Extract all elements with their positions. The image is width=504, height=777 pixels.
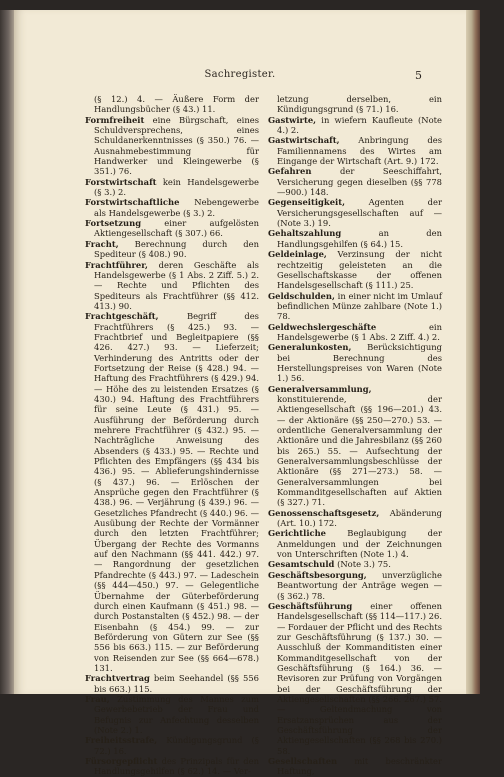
index-headword: Frachtführer, — [85, 259, 148, 270]
index-headword: Frau, — [85, 693, 110, 704]
index-headword: Gerichtliche — [268, 528, 327, 539]
index-entry-text: Agenten der Versicherungsgesellschaften auf — (Note 3.) 19. — [277, 197, 442, 229]
index-entry-text: Verzinsung der nicht rechtzeitig geleisteten an die Gesellschaftskasse der offenen Handelsgesellschaft (§ 111.) 25. — [277, 249, 442, 291]
index-headword: Genossenschaftsgesetz, — [268, 507, 380, 518]
index-headword: Freiheitsstrafe, — [85, 735, 158, 746]
index-entry — [268, 528, 442, 559]
index-headword: Fortsetzung — [85, 218, 142, 229]
index-entry — [268, 570, 442, 601]
index-entry — [85, 260, 259, 312]
index-entry — [268, 249, 442, 290]
index-headword: Fracht, — [85, 238, 119, 249]
index-entry-text: konstituierende, der Aktiengesellschaft (§§ 196—201.) 43. — der Aktionäre (§§ 250—270.) 53. — ordentliche Generalversammlung der Aktionäre und die Jahresbilanz (§§ 260 bis 265.) 55. — Aufsechtung der Generalversammlungsbeschlüsse der Aktionäre (§§ 271—273.) 58. — Generalversammlungen bei Kommanditgesellschaften auf Aktien (§ 327.) 71. — [277, 393, 442, 508]
index-headword: Geschäftsbesorgung, — [268, 569, 367, 580]
index-entry-text: der Seeschiffahrt, Versicherung gegen dieselben (§§ 778—900.) 148. — [277, 166, 442, 198]
index-entry — [268, 228, 442, 249]
index-entry-text: Anbringung des Familiennamens des Wirtes am Eingange der Wirtschaft (Art. 9.) 172. — [277, 135, 442, 167]
index-entry — [268, 508, 442, 529]
index-entry — [268, 342, 442, 383]
index-entry-text: eine Bürgschaft, eines Schuldversprechens, eines Schuldanerkenntnisses (§ 350.) 76. — Ausnahmebestimmung für Handwerker und Kleingewerbe (§ 351.) 76. — [94, 114, 259, 177]
index-headword: Frachtvertrag — [85, 673, 150, 684]
index-entry-text: kein Handelsgewerbe (§ 3.) 2. — [94, 176, 259, 198]
index-headword: Gesamtschuld — [268, 559, 335, 570]
index-entry — [85, 756, 259, 777]
index-entry-text: (§ 12.) 4. — Äußere Form der Handlungsbücher (§ 43.) 11. — [94, 94, 259, 115]
index-entry-text: Berücksichtigung bei Berechnung des Herstellungspreises von Waren (Note 1.) 56. — [277, 342, 442, 384]
index-headword: Gefahren — [268, 166, 312, 177]
index-entry — [85, 735, 259, 756]
index-entry — [268, 601, 442, 756]
page-edge — [466, 10, 480, 694]
index-headword: Frachtgeschäft, — [85, 311, 159, 322]
index-entry — [85, 311, 259, 673]
index-headword: Geldschulden, — [268, 290, 335, 301]
index-entry-text: ein Handelsgewerbe (§ 1 Abs. 2 Ziff. 4.) 2. — [277, 321, 442, 342]
index-headword: Gesellschaften — [268, 756, 338, 766]
index-entry — [85, 94, 259, 115]
index-headword: Fürsorgepflicht — [85, 756, 158, 766]
index-entry — [268, 559, 442, 569]
index-column-right — [268, 94, 442, 777]
index-entry-text: des Prinzipals für den Handlungsgehilfen (§ 62.) 14. — Ver- — [94, 756, 259, 777]
index-headword: Forstwirtschaft — [85, 176, 157, 187]
index-entry-text: (Note 3.) 75. — [337, 559, 391, 570]
index-entry-text: Zustimmung des Mannes zum Gewerbebetrieb der Frau und Befugnis zur Anfechtung desselben (Note 2.) 1. — [94, 693, 259, 735]
index-entry-text: einer aufgelösten Aktiengesellschaft (§ 307.) 66. — [94, 218, 259, 239]
index-headword: Forstwirtschaftliche — [85, 197, 180, 208]
index-entry — [268, 756, 442, 777]
index-headword: Formfreiheit — [85, 114, 145, 125]
page-header — [14, 69, 466, 83]
index-headword: Generalversammlung, — [268, 383, 372, 394]
index-entry-text: Begriff des Frachtführers (§ 425.) 93. — Frachtbrief und Begleitpapiere (§§ 426. 427.) 93. — Lieferzeit; Verhinderung des Antritts oder der Fortsetzung der Reise (§ 428.) 94. — Haftung des Frachtführers (§ 429.) 94. — Höhe des zu leistenden Ersatzes (§ 430.) 94. Haftung des Frachtführers für seine Leute (§ 431.) 95. — Ausführung der Beförderung durch mehrere Frachtführer (§ 432.) 95. — Nachträgliche Anweisung des Absenders (§ 433.) 95. — Rechte und Pflichten des Empfängers (§§ 434 bis 436.) 95. — Ablieferungshindernisse (§ 437.) 96. — Erlöschen der Ansprüche gegen den Frachtführer (§ 438.) 96. — Verjährung (§ 439.) 96. — Gesetzliches Pfandrecht (§ 440.) 96. — Ausübung der Rechte der Vormänner durch den letzten Frachtführer; Übergang der Rechte des Vormanns auf den Nachmann (§§ 441. 442.) 97. — Rangordnung der gesetzlichen Pfandrechte (§ 443.) 97. — Ladeschein (§§ 444—450.) 97. — Gelegentliche Übernahme der Güterbeförderung durch einen Kaufmann (§ 451.) 98. — durch Postanstalten (§ 452.) 98. — der Eisenbahn (§ 454.) 99. — zur Beförderung von Gütern zur See (§§ 556 bis 663.) 115. — zur Beförderung von Reisenden zur See (§§ 664—678.) 131. — [94, 311, 259, 673]
index-entry — [85, 218, 259, 239]
index-headword: Geschäftsführung — [268, 600, 353, 611]
running-title: Sachregister. — [204, 69, 276, 80]
index-entry — [268, 197, 442, 228]
index-entry — [268, 384, 442, 508]
index-entry-text: einer offenen Handelsgesellschaft (§§ 114—117.) 26. — Fordauer der Pflicht und des Rechts zur Geschäftsführung (§ 137.) 30. — Ausschluß der Kommanditisten einer Kommanditgesellschaft von der Geschäftsführung (§ 164.) 36. — Revisoren zur Prüfung von Vorgängen bei der Geschäftsführung der Aktiengesellschaften (§§ 266. 267.) 57. — Geltendmachung von Ersatzansprüchen aus der Geschäftsführung der Aktiengesellschaften (§§ 268 bis 270.) 58. — [277, 600, 442, 756]
index-entry — [268, 115, 442, 136]
index-entry — [85, 177, 259, 198]
index-column-left — [85, 94, 259, 777]
index-headword: Generalunkosten, — [268, 342, 352, 353]
index-headword: Geldeinlage, — [268, 249, 327, 260]
index-entry-text: in wiefern Kaufleute (Note 4.) 2. — [277, 114, 442, 136]
page-number: 5 — [415, 69, 422, 82]
index-headword: Gastwirtschaft, — [268, 135, 340, 146]
index-headword: Gegenseitigkeit, — [268, 197, 345, 208]
index-entry-text: Berechnung durch den Spediteur (§ 408.) 90. — [94, 238, 259, 260]
book-binding — [0, 10, 14, 694]
index-entry-text: Beglaubigung der Anmeldungen und der Zeichnungen von Unterschriften (Note 1.) 4. — [277, 528, 442, 560]
index-entry-text: beim Seehandel (§§ 556 bis 663.) 115. — [94, 673, 259, 694]
index-entry — [268, 166, 442, 197]
index-entry — [85, 673, 259, 694]
index-entry-text: unverzügliche Beantwortung der Anträge wegen — (§ 362.) 78. — [277, 569, 442, 601]
index-headword: Gehaltszahlung — [268, 228, 342, 239]
index-headword: Geldwechslergeschäfte — [268, 321, 377, 332]
index-entry — [85, 115, 259, 177]
index-entry — [268, 135, 442, 166]
index-entry — [268, 291, 442, 322]
index-entry-text: letzung derselben, ein Kündigungsgrund (§ 71.) 16. — [277, 94, 442, 115]
index-entry — [268, 94, 442, 115]
index-entry-text: Kündigungsgrund (§ 72.) 16. — [94, 735, 259, 756]
index-headword: Gastwirte, — [268, 114, 317, 125]
index-entry — [85, 694, 259, 735]
index-entry-text: in einer nicht im Umlauf befindlichen Münze zahlbare (Note 1.) 78. — [277, 290, 442, 322]
index-entry-text: deren Geschäfte als Handelsgewerbe (§ 1 Abs. 2 Ziff. 5.) 2. — Rechte und Pflichten des Spediteurs als Frachtführer (§§ 412. 413.) 90. — [94, 259, 259, 311]
index-entry-text: mit beschränkter Haftung, — [277, 756, 442, 777]
index-entry-text: Abänderung (Art. 10.) 172. — [277, 507, 442, 529]
index-entry — [85, 239, 259, 260]
index-entry-text: an den Handlungsgehilfen (§ 64.) 15. — [277, 228, 442, 249]
index-entry-text: Nebengewerbe als Handelsgewerbe (§ 3.) 2. — [94, 197, 259, 218]
index-entry — [85, 197, 259, 218]
index-entry — [268, 322, 442, 343]
book-page — [14, 10, 466, 777]
